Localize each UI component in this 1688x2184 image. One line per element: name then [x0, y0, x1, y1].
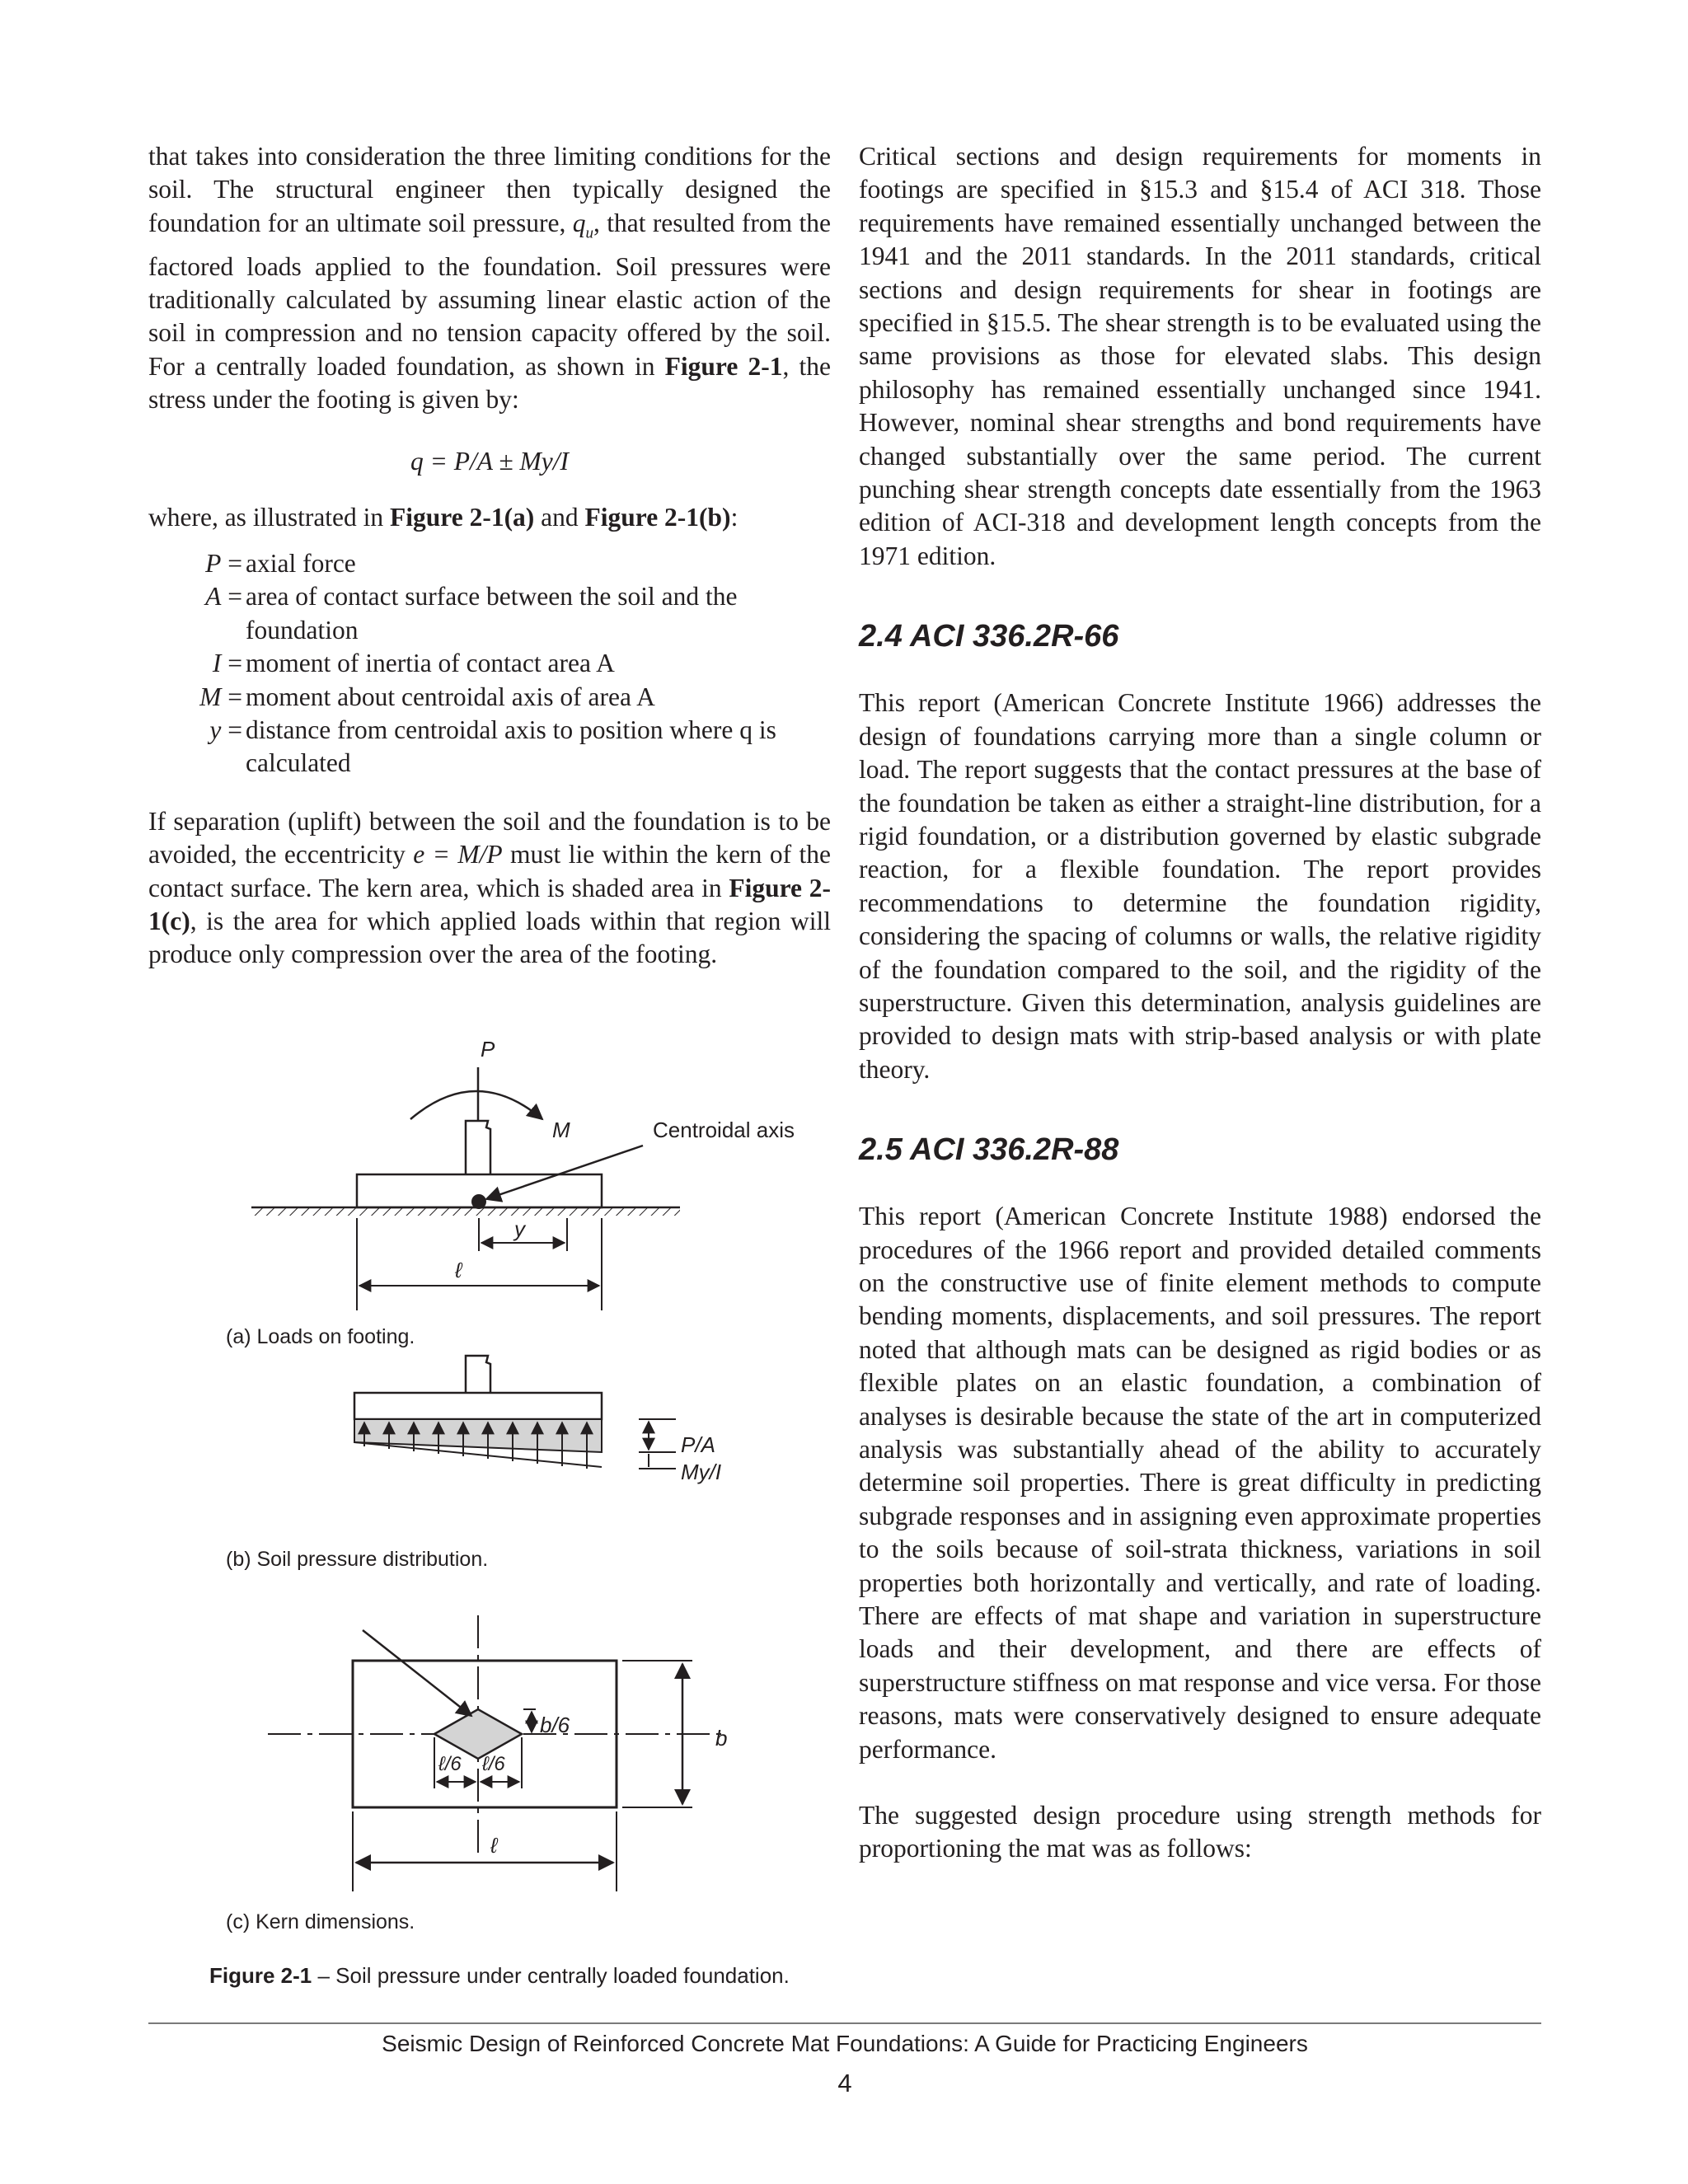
centroidal-axis-label: Centroidal axis: [653, 1118, 795, 1142]
l6-right-label: ℓ/6: [482, 1753, 505, 1775]
caption-b: (b) Soil pressure distribution.: [226, 1548, 489, 1571]
centroid-dot: [471, 1194, 486, 1209]
figure-2-1-drawing: [148, 1030, 831, 2003]
ground-hatch-right: [602, 1207, 680, 1216]
left-paragraph-2: If separation (uplift) between the soil and the foundation is to be avoided, the eccentricity e = M/P must lie within the kern of the contact surface. The kern area, which is shaded area in Figure 2-1(c), is the area for which applied loads within that region will produce only compression over the area of the footing.: [148, 806, 831, 969]
left-paragraph-1: that takes into consideration the three limiting conditions for the soil. The structural engineer then typically designed the foundation for an ultimate soil pressure, $q_u$, that resulted from the factored loads applied to the foundation. Soil pressures were traditionally calculated by assuming linear elastic action of the soil in compression and no tension capacity offered by the soil. For a centrally loaded foundation, as shown in Figure 2-1, the stress under the footing is given by:: [148, 142, 832, 415]
column-stub: [466, 1121, 490, 1174]
caption-a: (a) Loads on footing.: [226, 1325, 415, 1348]
section-heading-2-4: 2.4 ACI 336.2R-66: [859, 619, 1119, 654]
definition-row: P = axial force: [205, 548, 356, 578]
footer-title: Seismic Design of Reinforced Concrete Mat Foundations: A Guide for Practicing Engineers: [382, 2031, 1308, 2056]
pressure-diagram: [354, 1419, 602, 1452]
column-stub-b: [466, 1356, 490, 1393]
definition-row: I = moment of inertia of contact area A: [212, 649, 615, 678]
figure-b-soil-pressure: [354, 1356, 721, 1484]
b-label: b: [715, 1726, 728, 1750]
definition-row: y = distance from centroidal axis to position where q is calculated: [209, 715, 776, 778]
moment-M-label: M: [552, 1118, 570, 1142]
pa-label: P/A: [681, 1432, 715, 1457]
figure-title: Figure 2-1 – Soil pressure under centrally loaded foundation.: [209, 1963, 790, 1988]
footer-rule: [148, 2022, 1541, 2024]
moment-arc-arrow: [410, 1091, 542, 1119]
lc-label: ℓ: [490, 1833, 498, 1858]
definition-row: M = moment about centroidal axis of area A: [199, 682, 655, 711]
right-paragraph-3: This report (American Concrete Institute 1988) endorsed the procedures of the 1966 report and provided detailed comments on the constructive use of finite element methods to compute bending moments, displacements, and soil pressures. The report noted that although mats can be designed as rigid bodies or as flexible plates on an elastic foundation, a combination of analyses is desirable because the state of the art in computerized analysis was substantially ahead of the ability to accurately determine soil properties. There is great difficulty in predicting subgrade responses and in assigning even approximate properties to the soils because of soil-strata thickness, variations in soil properties both horizontally and vertically, and rate of loading. There are effects of mat shape and variation in superstructure loads and their development, and there are effects of superstructure stiffness on mat response and vice versa. For those reasons, mats were conservatively designed to ensure adequate performance.: [859, 1202, 1541, 1764]
load-P-label: P: [481, 1037, 495, 1062]
left-column: [148, 140, 831, 972]
myi-label: My/I: [681, 1460, 722, 1484]
b6-label: b/6: [540, 1713, 570, 1737]
y-label: y: [514, 1216, 525, 1241]
l-label: ℓ: [455, 1258, 462, 1282]
right-paragraph-4: The suggested design procedure using strength methods for proportioning the mat was as follows:: [859, 1801, 1541, 1863]
l6-left-label: ℓ/6: [438, 1753, 462, 1775]
right-paragraph-2: This report (American Concrete Institute 1966) addresses the design of foundations carrying more than a single column or load. The report suggests that the contact pressures at the base of the foundation be taken as either a straight-line distribution, for a rigid foundation, or a distribution governed by elastic subgrade reaction, for a flexible foundation. The report provides recommendations to determine the foundation rigidity, considering the spacing of columns or walls, the relative rigidity of the foundation compared to the soil, and the rigidity of the superstructure. Given this determination, analysis guidelines are provided to design mats with strip-based analysis or with plate theory.: [859, 688, 1541, 1084]
definition-row: A = area of contact surface between the soil and the foundation: [205, 582, 738, 644]
page-number: 4: [837, 2069, 852, 2097]
ground-hatch-left: [251, 1207, 357, 1216]
figure-a-loads-on-footing: [251, 1037, 795, 1310]
caption-c: (c) Kern dimensions.: [226, 1910, 415, 1933]
figure-2-1: [148, 1030, 831, 2003]
right-paragraph-1: Critical sections and design requirements for moments in footings are specified in §15.3 and §15.4 of ACI 318. Those requirements have remained essentially unchanged between the 1941 and the 2011 standards. In the 2011 standards, critical sections and design requirements for shear in footings are specified in §15.5. The shear strength is to be evaluated using the same provisions as those for elevated slabs. This design philosophy has remained essentially unchanged since 1941. However, nominal shear strengths and bond requirements have changed substantially over the same period. The current punching shear strength concepts date essentially from the 1963 edition of ACI-318 and development length concepts from the 1971 edition.: [859, 142, 1541, 570]
stress-equation: q = P/A ± My/I: [410, 446, 569, 476]
figure-c-kern: [268, 1615, 727, 1891]
where-line: where, as illustrated in Figure 2-1(a) and Figure 2-1(b):: [148, 502, 738, 532]
variable-definitions: [148, 547, 831, 780]
footing-rectangle-b: [354, 1393, 602, 1419]
section-heading-2-5: 2.5 ACI 336.2R-88: [859, 1132, 1119, 1168]
right-column: [859, 140, 1541, 1866]
